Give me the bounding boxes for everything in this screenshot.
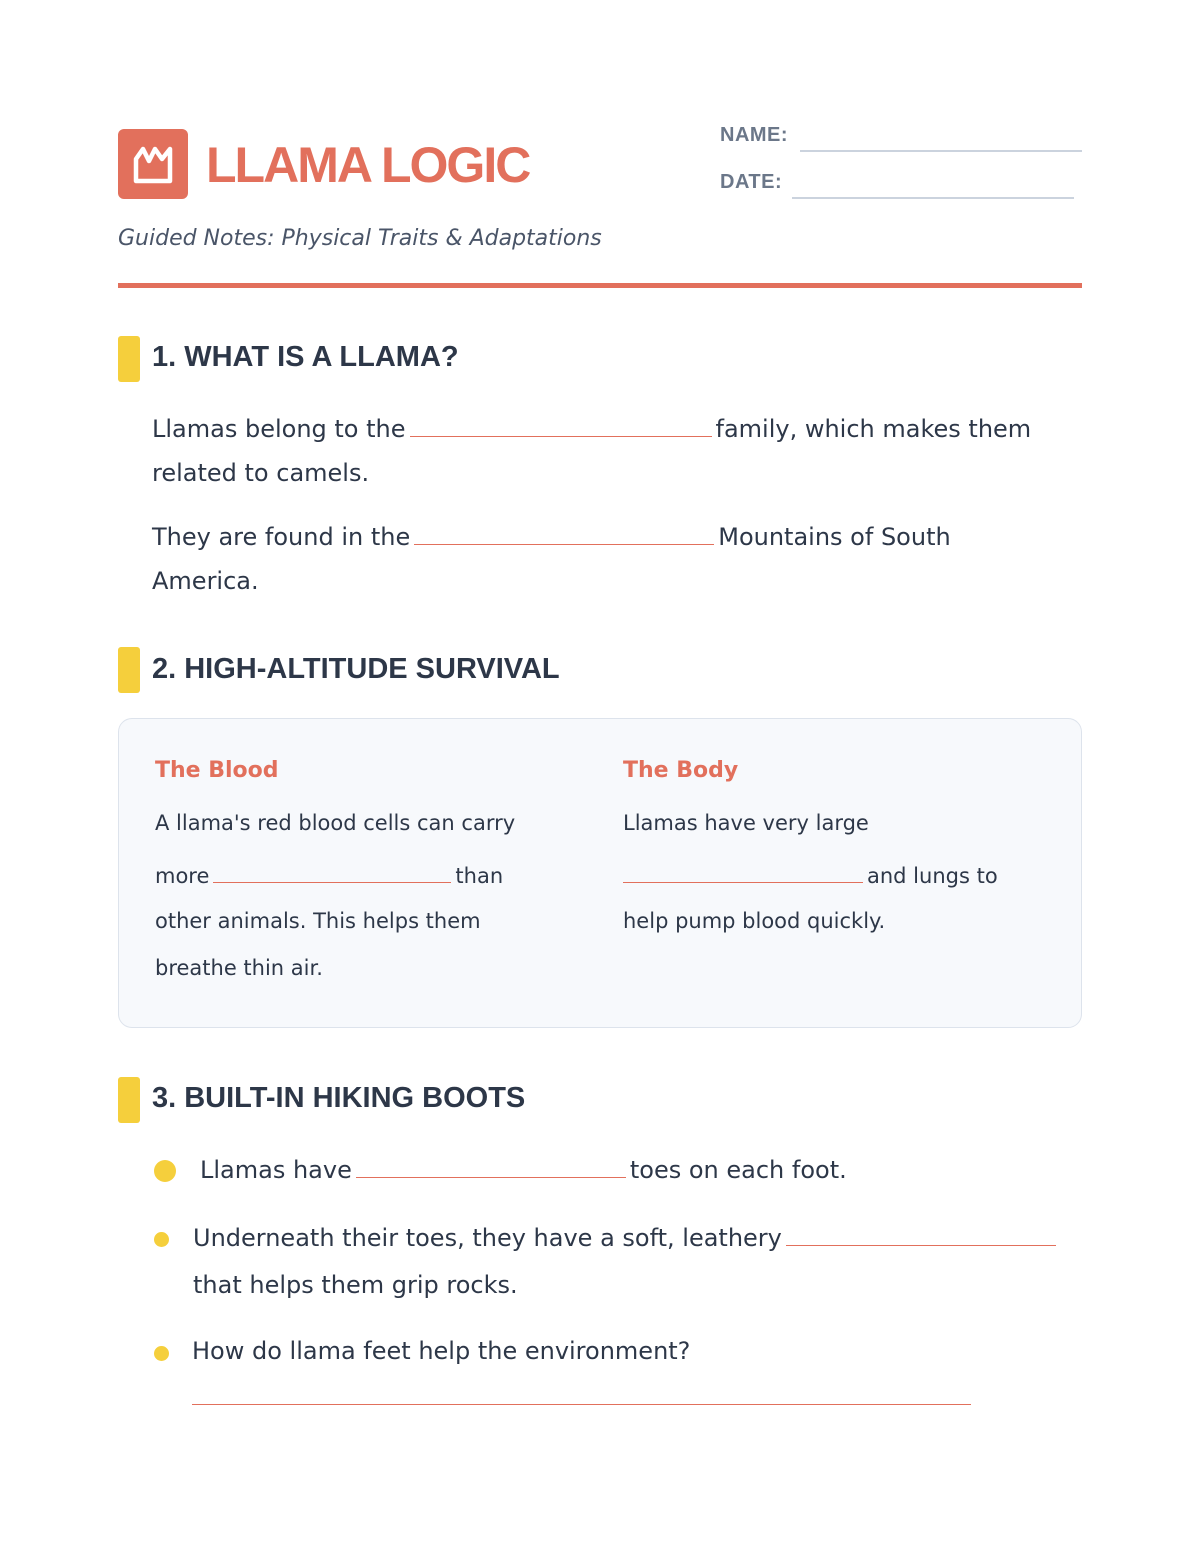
bullet-3: How do llama feet help the environment? [192, 1337, 691, 1365]
section-2-title: 2. HIGH-ALTITUDE SURVIVAL [152, 653, 560, 685]
answer-blank-blood[interactable] [213, 858, 451, 883]
brand-title: LLAMA LOGIC [206, 137, 530, 193]
text: toes on each foot. [629, 1156, 847, 1184]
text: Llamas belong to the [152, 415, 406, 443]
answer-blank-toes[interactable] [356, 1147, 626, 1178]
text: America. [152, 567, 259, 595]
logo-badge [118, 129, 188, 199]
body-line-2 [619, 858, 998, 888]
text: They are found in the [152, 523, 411, 551]
answer-blank-mountains[interactable] [414, 514, 714, 545]
body-line-1: Llamas have very large [623, 811, 869, 835]
bullet-2 [193, 1215, 1060, 1309]
body-title: The Body [623, 758, 739, 783]
text: Underneath their toes, they have a soft, leathery [193, 1224, 782, 1252]
date-label: DATE: [720, 171, 783, 193]
answer-blank-family[interactable] [410, 406, 712, 437]
text: more [155, 864, 210, 888]
blood-line-1: A llama's red blood cells can carry [155, 811, 516, 835]
date-field[interactable] [792, 197, 1074, 199]
section-3-title: 3. BUILT-IN HIKING BOOTS [152, 1082, 526, 1114]
text: family, which makes them [715, 415, 1032, 443]
bullet-dot [154, 1346, 169, 1361]
name-label: NAME: [720, 124, 789, 146]
blood-line-4: breathe thin air. [155, 956, 323, 980]
mountain-icon [118, 129, 188, 199]
answer-blank-heart[interactable] [623, 858, 863, 883]
header-divider [118, 283, 1082, 288]
text: Llamas have [200, 1156, 352, 1184]
body-line-3: help pump blood quickly. [623, 909, 886, 933]
blood-line-2 [155, 858, 503, 888]
section-1-paragraph-1 [152, 406, 1031, 495]
text: that helps them grip rocks. [193, 1271, 518, 1299]
answer-blank-pad[interactable] [786, 1215, 1056, 1246]
section-1-marker [118, 336, 140, 382]
section-3-marker [118, 1077, 140, 1123]
text: than [455, 864, 504, 888]
text: related to camels. [152, 459, 370, 487]
section-1-paragraph-2 [152, 514, 951, 603]
bullet-dot [154, 1160, 176, 1182]
name-field[interactable] [800, 150, 1082, 152]
answer-line-environment[interactable] [192, 1404, 971, 1405]
bullet-dot [154, 1232, 169, 1247]
blood-line-3: other animals. This helps them [155, 909, 481, 933]
bullet-1 [200, 1147, 847, 1192]
text: and lungs to [867, 864, 998, 888]
blood-title: The Blood [155, 758, 279, 783]
text: Mountains of South [718, 523, 951, 551]
section-2-marker [118, 647, 140, 693]
section-1-title: 1. WHAT IS A LLAMA? [152, 341, 459, 373]
page-subtitle: Guided Notes: Physical Traits & Adaptations [118, 226, 602, 251]
